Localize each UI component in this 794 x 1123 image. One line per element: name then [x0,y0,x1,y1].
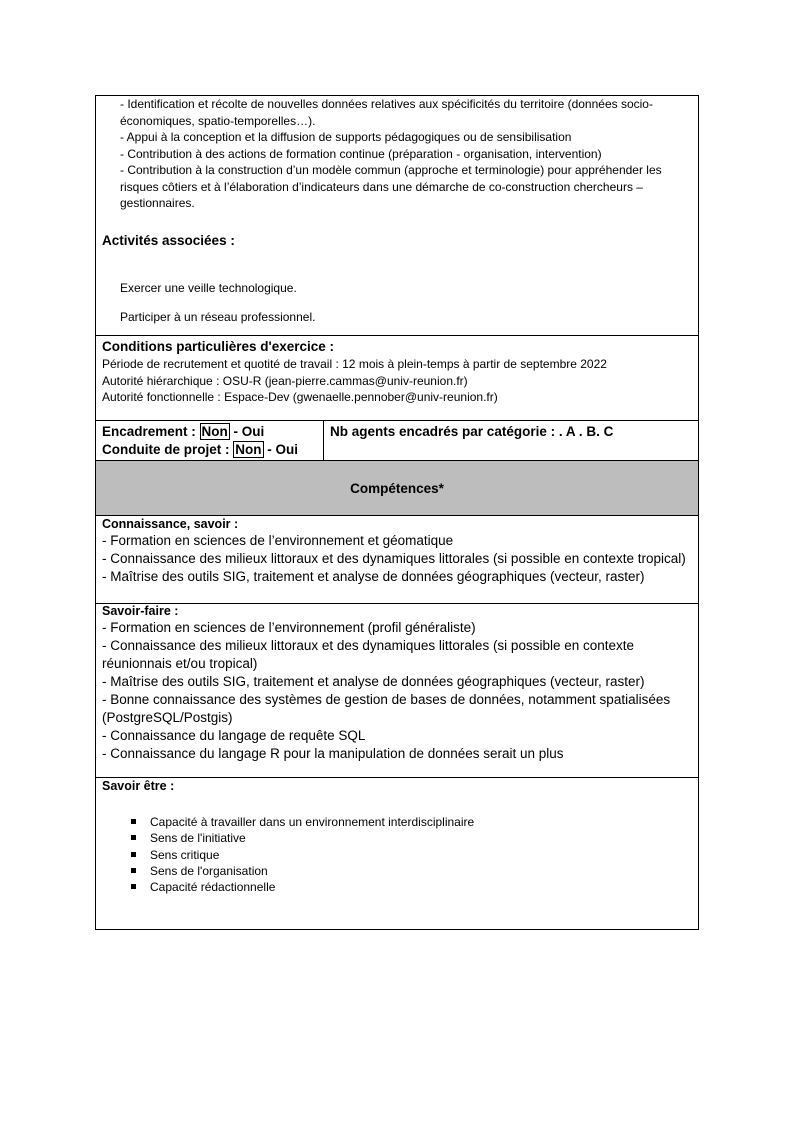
encadrement-non-option: Non [201,424,228,439]
conduite-projet-non-option: Non [235,442,262,457]
square-bullet-icon [131,852,136,857]
savoir-faire-item: - Connaissance du langage R pour la manipulation de données serait un plus [102,746,564,761]
mission-item: - Contribution à des actions de formation continue (préparation - organisation, intervention) [120,146,602,161]
conduite-projet-oui-option: - Oui [263,442,298,457]
connaissance-section [95,516,699,604]
conditions-fonctionnelle: Autorité fonctionnelle : Espace-Dev (gwenaelle.pennober@univ-reunion.fr) [102,390,498,404]
savoir-etre-item: Sens de l'organisation [125,863,692,879]
savoir-etre-item: Sens critique [125,847,692,863]
square-bullet-icon [131,835,136,840]
connaissance-item: - Connaissance des milieux littoraux et des dynamiques littorales (si possible en contexte tropical) [102,551,686,566]
missions-section [95,95,699,336]
connaissance-heading: Connaissance, savoir : [102,517,239,531]
savoir-etre-item: Sens de l'initiative [125,830,692,846]
savoir-faire-item: - Connaissance des milieux littoraux et des dynamiques littorales (si possible en contexte réunionnais et/ou tropical) [102,638,635,671]
square-bullet-icon [131,868,136,873]
encadrement-label: Encadrement : [102,424,200,439]
nb-agents-cell: Nb agents encadrés par catégorie : . A . B. C [330,424,614,439]
activite-veille: Exercer une veille technologique. [120,281,297,295]
competences-title: Compétences* [350,481,444,496]
savoir-faire-item: - Formation en sciences de l’environnement (profil généraliste) [102,620,476,635]
savoir-etre-item: Capacité à travailler dans un environnement interdisciplinaire [125,814,692,830]
savoir-etre-list [102,814,692,895]
savoir-faire-item: - Connaissance du langage de requête SQL [102,728,366,743]
encadrement-cell [96,421,324,460]
conditions-periode: Période de recrutement et quotité de travail : 12 mois à plein-temps à partir de septembre 2022 [102,357,607,371]
conduite-projet-row [102,441,317,459]
savoir-faire-heading: Savoir-faire : [102,604,179,618]
square-bullet-icon [131,884,136,889]
savoir-etre-item: Capacité rédactionnelle [125,879,692,895]
connaissance-item: - Maîtrise des outils SIG, traitement et analyse de données géographiques (vecteur, raster) [102,569,645,584]
square-bullet-icon [131,819,136,824]
encadrement-oui-option: - Oui [229,424,265,439]
conditions-heading: Conditions particulières d'exercice : [102,339,335,354]
connaissance-list [102,532,692,586]
mission-item: - Contribution à la construction d’un modèle commun (approche et terminologie) pour appréhender les risques côtiers et à l’élaboration d’indicateurs dans une démarche de co-construction chercheurs – gestionnaires. [120,163,662,210]
conditions-hierarchique: Autorité hiérarchique : OSU-R (jean-pierre.cammas@univ-reunion.fr) [102,373,468,388]
conditions-section [95,336,699,421]
job-description-form [95,95,699,930]
missions-list [120,96,678,212]
activite-reseau: Participer à un réseau professionnel. [120,310,316,324]
savoir-faire-item: - Bonne connaissance des systèmes de gestion de bases de données, notamment spatialisées (PostgreSQL/Postgis) [102,692,671,725]
conduite-projet-label: Conduite de projet : [102,442,234,457]
mission-item: - Appui à la conception et la diffusion de supports pédagogiques ou de sensibilisation [120,130,572,144]
savoir-etre-heading: Savoir être : [102,779,175,793]
activites-heading: Activités associées : [102,233,235,248]
savoir-faire-list [102,619,692,763]
mission-item: - Identification et récolte de nouvelles données relatives aux spécificités du territoire (données socio-économiques, spatio-temporelles…). [120,97,653,128]
encadrement-row [102,423,317,441]
connaissance-item: - Formation en sciences de l’environnement et géomatique [102,533,454,548]
savoir-faire-section [95,604,699,778]
competences-header [95,461,699,516]
savoir-faire-item: - Maîtrise des outils SIG, traitement et analyse de données géographiques (vecteur, raster) [102,674,645,689]
encadrement-section [95,421,699,461]
savoir-etre-section [95,778,699,930]
